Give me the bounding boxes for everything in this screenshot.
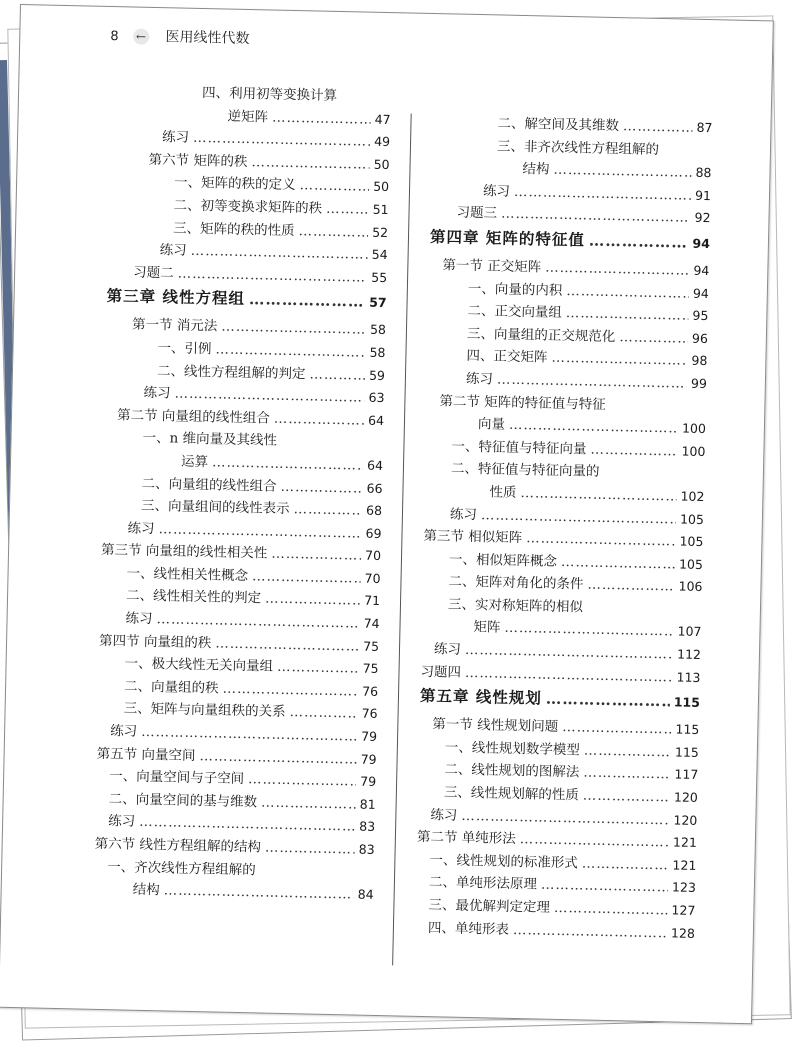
toc-page-number: 50 [373, 179, 390, 195]
toc-page-number: 84 [357, 886, 374, 903]
toc-page-number: 57 [369, 295, 387, 311]
toc-leader-dots [199, 748, 357, 767]
toc-entry-title: 二、向量空间的基与维数 [108, 790, 258, 811]
toc-leader-dots [272, 109, 371, 127]
toc-leader-dots [561, 554, 675, 572]
toc-page-number: 83 [358, 841, 375, 857]
toc-entry-title: 一、矩阵的秩的定义 [173, 174, 296, 194]
toc-leader-dots [584, 742, 671, 760]
toc-page-number: 95 [692, 307, 709, 324]
book-title: 医用线性代数 [165, 29, 250, 48]
toc-entry-title: 二、向量组的线性组合 [141, 475, 277, 495]
toc-leader-dots [504, 620, 673, 640]
toc-leader-dots [280, 478, 362, 496]
toc-entry-title: 三、线性规划解的性质 [443, 784, 580, 804]
toc-entry-title: 一、引例 [157, 340, 212, 358]
toc-page-number: 76 [362, 683, 379, 699]
toc-leader-dots [520, 831, 670, 850]
toc-page-number: 68 [365, 502, 383, 519]
toc-page-number: 92 [694, 210, 711, 226]
toc-entry-title: 结构 [132, 881, 160, 899]
toc-leader-dots [582, 855, 669, 873]
toc-leader-dots [566, 305, 689, 324]
toc-page-number: 59 [368, 367, 386, 383]
toc-entry-title: 第六节 线性方程组解的结构 [94, 835, 262, 856]
toc-page-number: 74 [363, 615, 380, 632]
toc-leader-dots [215, 341, 365, 360]
toc-entry [107, 260, 387, 289]
toc-entry-title: 二、单纯形法原理 [428, 874, 538, 893]
toc-entry [93, 877, 373, 906]
toc-leader-dots [141, 724, 357, 745]
toc-entry-title: 第一节 消元法 [131, 316, 218, 335]
toc-page-number: 83 [359, 819, 376, 835]
toc-entry-title: 第六节 矩阵的秩 [148, 151, 248, 170]
toc-page-number: 79 [360, 751, 377, 767]
toc-entry-title: 三、向量组间的线性表示 [140, 497, 290, 518]
toc-leader-dots [590, 441, 677, 459]
toc-page-number: 102 [680, 488, 705, 504]
toc-leader-dots [326, 201, 369, 218]
toc-entry [430, 200, 710, 229]
toc-leader-dots [265, 591, 360, 609]
toc-entry-title: 二、特征值与特征向量的 [450, 460, 600, 481]
toc-leader-dots [156, 611, 359, 631]
toc-page-number: 54 [371, 246, 388, 263]
toc-page-number: 49 [374, 133, 391, 150]
toc-leader-dots [261, 794, 356, 812]
toc-entry-title: 练习 [125, 610, 153, 628]
toc-leader-dots [619, 329, 688, 346]
toc-entry-title: 一、相似矩阵概念 [448, 551, 558, 570]
toc-entry-title: 习题四 [420, 663, 462, 681]
toc-leader-dots [623, 118, 693, 136]
toc-entry-title: 第五章 线性规划 [419, 686, 543, 708]
toc-entry [420, 660, 700, 689]
toc-entry-title: 第二节 矩阵的特征值与特征 [439, 392, 606, 413]
toc-leader-dots [562, 719, 672, 737]
toc-page-number: 96 [691, 330, 709, 346]
toc-entry-title: 练习 [449, 506, 478, 523]
toc-entry-title: 练习 [465, 370, 494, 388]
toc-leader-dots [309, 366, 365, 383]
page-header [110, 25, 250, 48]
toc-leader-dots [248, 771, 356, 789]
toc-entry-title: 第二节 单纯形法 [416, 829, 516, 848]
toc-entry-title: 一、n 维向量及其线性 [142, 430, 278, 450]
toc-page-number: 115 [674, 744, 700, 760]
toc-page-number: 127 [671, 902, 696, 918]
toc-page-number: 58 [369, 322, 387, 338]
toc-page-number: 117 [674, 766, 699, 783]
toc-left-column [93, 79, 391, 906]
toc-page-number: 105 [679, 533, 704, 550]
toc-page-number: 123 [671, 879, 697, 896]
toc-leader-dots [277, 659, 359, 677]
toc-entry-title: 四、利用初等变换计算 [201, 84, 338, 104]
toc-page-number: 94 [692, 235, 711, 252]
toc-leader-dots [509, 417, 678, 437]
toc-page-number: 87 [696, 119, 713, 136]
toc-entry-title: 三、非齐次线性方程组解的 [496, 138, 660, 158]
toc-entry-title: 三、矩阵与向量组秩的关系 [123, 700, 286, 721]
toc-page-number: 79 [360, 773, 377, 790]
toc-leader-dots [299, 178, 369, 196]
toc-page-number: 128 [670, 925, 696, 941]
toc-leader-dots [501, 206, 691, 226]
toc-right-column [415, 110, 713, 944]
toc-leader-dots [193, 130, 370, 150]
toc-leader-dots [265, 840, 355, 858]
toc-leader-dots [497, 371, 687, 391]
toc-page-number: 81 [359, 796, 376, 812]
toc-entry-title: 一、特征值与特征向量 [451, 438, 587, 458]
toc-leader-dots [541, 877, 668, 896]
toc-page-number: 63 [368, 389, 385, 406]
toc-entry-title: 练习 [143, 384, 171, 402]
toc-entry-title: 一、极大线性无关向量组 [124, 655, 274, 675]
toc-leader-dots [289, 704, 357, 721]
toc-entry-title: 二、初等变换求矩阵的秩 [173, 197, 323, 217]
toc-leader-dots [526, 530, 676, 549]
toc-entry-title: 习题二 [132, 264, 174, 282]
toc-entry-title: 运算 [180, 453, 209, 471]
toc-entry-title: 三、最优解判定定理 [428, 897, 551, 916]
toc-leader-dots [249, 289, 366, 311]
toc-entry-title: 一、齐次线性方程组解的 [107, 858, 256, 878]
toc-page-number: 99 [690, 375, 708, 392]
toc-leader-dots [583, 788, 670, 806]
toc-leader-dots [481, 507, 676, 527]
toc-entry-title: 三、矩阵的秩的性质 [172, 219, 295, 239]
toc-entry-title: 三、实对称矩阵的相似 [447, 596, 584, 616]
toc-page-number: 120 [673, 812, 698, 828]
back-arrow-icon: ← [133, 28, 149, 44]
toc-entry-title: 第三节 相似矩阵 [423, 528, 523, 547]
toc-page-number: 75 [362, 660, 379, 677]
toc-entry-title: 二、矩阵对角化的条件 [448, 573, 584, 593]
toc-page-number: 106 [678, 578, 703, 595]
toc-page-number: 64 [367, 412, 385, 428]
toc-leader-dots [293, 501, 362, 518]
toc-page-number: 115 [675, 721, 700, 738]
toc-entry-title: 二、线性规划的图解法 [444, 761, 580, 781]
toc-leader-dots [158, 521, 361, 541]
toc-entry-title: 练习 [161, 129, 190, 146]
toc-entry-title: 二、解空间及其维数 [497, 115, 620, 135]
toc-leader-dots [589, 230, 689, 251]
toc-entry-title: 四、单纯形表 [427, 919, 510, 938]
toc-entry-title: 二、线性方程组解的判定 [156, 362, 306, 382]
toc-entry-title: 第三节 向量组的线性相关性 [100, 542, 268, 562]
toc-page-number: 115 [673, 694, 701, 711]
toc-page-number: 107 [677, 623, 702, 640]
toc-entry-title: 三、向量组的正交规范化 [466, 325, 616, 345]
toc-leader-dots [252, 568, 361, 586]
toc-page-number: 51 [372, 201, 389, 218]
toc-entry-title: 第一节 线性规划问题 [432, 716, 559, 736]
toc-leader-dots [251, 154, 370, 173]
toc-entry-title: 第五节 向量空间 [96, 745, 196, 764]
toc-leader-dots [545, 259, 690, 278]
toc-page-number: 105 [678, 556, 704, 572]
toc-page-number: 52 [372, 224, 389, 240]
column-divider [392, 114, 412, 966]
toc-leader-dots [513, 922, 667, 941]
toc-leader-dots [553, 162, 691, 181]
toc-leader-dots [465, 642, 673, 663]
toc-entry-title: 一、向量空间与子空间 [108, 768, 245, 788]
toc-entry-title: 逆矩阵 [227, 108, 269, 126]
toc-page-number: 100 [681, 420, 707, 437]
toc-page-number: 94 [692, 285, 710, 301]
toc-leader-dots [271, 546, 361, 564]
toc-page-number: 71 [363, 593, 381, 609]
toc-page-number: 69 [365, 525, 382, 541]
toc-entry-title: 练习 [482, 182, 511, 200]
toc-entry-title: 矩阵 [473, 619, 501, 637]
toc-page-number: 50 [373, 156, 390, 172]
toc-page-number: 88 [695, 164, 712, 181]
toc-entry-title: 一、线性规划数学模型 [444, 739, 581, 759]
toc-page-number: 91 [694, 187, 712, 203]
toc-leader-dots [212, 454, 363, 473]
toc-leader-dots [465, 665, 673, 686]
toc-page-number: 98 [691, 353, 708, 369]
toc-leader-dots [520, 485, 676, 504]
toc-page-number: 100 [681, 443, 706, 459]
toc-entry-title: 一、线性相关性概念 [126, 565, 249, 584]
toc-page-number: 121 [672, 834, 698, 851]
toc-entry-title: 练习 [433, 641, 462, 658]
toc-page-number: 64 [366, 457, 384, 473]
toc-entry-title: 二、正交向量组 [467, 302, 563, 322]
toc-page-number: 105 [679, 511, 705, 527]
toc-leader-dots [551, 350, 687, 369]
toc-entry-title: 向量 [477, 416, 506, 433]
toc-entry-title: 一、向量的内积 [467, 280, 563, 299]
toc-entry-title: 二、向量组的秩 [123, 678, 219, 697]
toc-leader-dots [190, 243, 367, 263]
toc-page-number: 55 [371, 269, 388, 285]
toc-page-number: 75 [363, 638, 380, 654]
toc-entry-title: 练习 [159, 242, 187, 259]
toc-page-number: 113 [676, 669, 701, 685]
toc-page-number: 112 [676, 646, 702, 663]
toc-page-number: 47 [374, 111, 391, 127]
toc-page-number: 70 [364, 547, 382, 564]
toc-page [0, 4, 774, 1024]
toc-page-number: 70 [364, 570, 381, 586]
toc-entry-title: 性质 [489, 484, 517, 501]
toc-leader-dots [514, 184, 691, 204]
toc-leader-dots [583, 765, 670, 783]
toc-leader-dots [587, 577, 674, 595]
toc-entry-title: 练习 [109, 723, 138, 740]
toc-page-number: 58 [369, 344, 386, 360]
toc-leader-dots [546, 689, 670, 711]
toc-entry-title: 习题三 [456, 204, 498, 222]
toc-page-number: 66 [366, 480, 383, 496]
toc-leader-dots [177, 265, 367, 285]
toc-leader-dots [566, 283, 689, 302]
toc-page-number: 79 [361, 728, 378, 744]
toc-leader-dots [221, 319, 366, 338]
toc-leader-dots [215, 635, 359, 654]
toc-entry-title: 一、线性规划的标准形式 [429, 851, 579, 872]
toc-leader-dots [174, 386, 364, 406]
page-number: 8 [110, 28, 119, 45]
toc-entry-title: 第一节 正交矩阵 [442, 257, 542, 276]
toc-page-number: 76 [361, 706, 378, 722]
toc-entry-title: 练习 [430, 806, 458, 824]
toc-leader-dots [139, 814, 355, 835]
toc-page-number: 120 [673, 789, 699, 806]
toc-entry-title: 四、正交矩阵 [466, 348, 548, 366]
toc-page-number: 94 [693, 262, 710, 279]
toc-entry-title: 练习 [127, 520, 155, 537]
toc-entry-title: 二、线性相关性的判定 [125, 587, 262, 607]
toc-entry-title: 第四章 矩阵的特征值 [429, 226, 586, 250]
toc-entry-title: 结构 [522, 161, 550, 178]
toc-leader-dots [461, 807, 669, 828]
toc-entry [415, 915, 695, 944]
toc-entry-title: 第三章 线性方程组 [106, 286, 246, 309]
toc-leader-dots [274, 410, 365, 428]
toc-entry-title: 练习 [108, 813, 136, 831]
toc-leader-dots [554, 900, 668, 918]
toc-leader-dots [164, 883, 354, 903]
toc-entry-title: 第二节 向量组的线性组合 [116, 406, 270, 427]
toc-leader-dots [298, 223, 368, 241]
toc-entry-title: 第四节 向量组的秩 [98, 632, 212, 651]
toc-page-number: 121 [672, 857, 697, 873]
toc-leader-dots [222, 680, 358, 699]
